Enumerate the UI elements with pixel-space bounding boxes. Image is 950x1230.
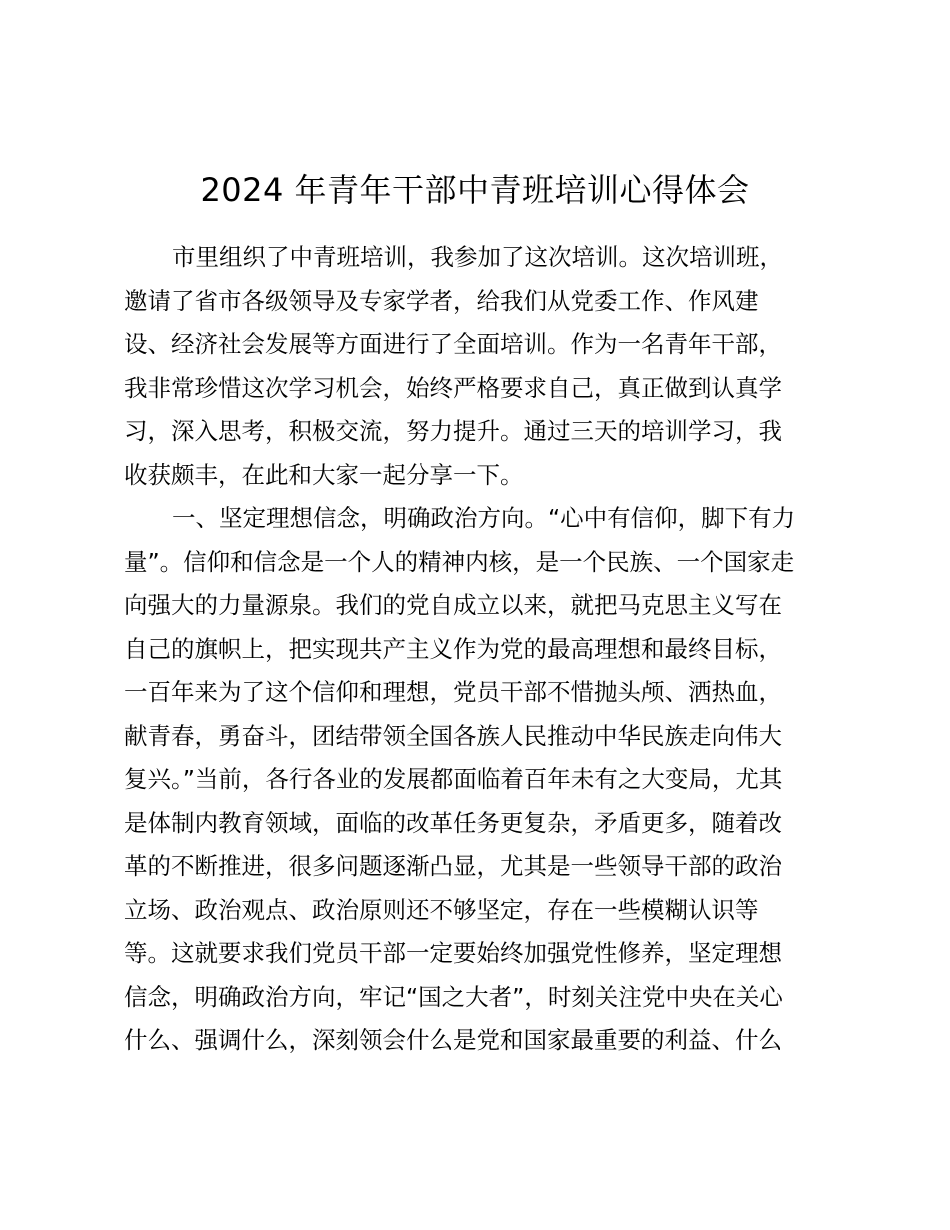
document-title: 2024 年青年干部中青班培训心得体会: [200, 171, 750, 209]
paragraph-line: 等。这就要求我们党员干部一定要始终加强党性修养，坚定理想: [124, 939, 782, 967]
paragraph-line: 收获颇丰，在此和大家一起分享一下。: [124, 460, 524, 489]
paragraph-line: 革的不断推进，很多问题逐渐凸显，尤其是一些领导干部的政治: [124, 852, 782, 880]
paragraph-line: 市里组织了中青班培训，我参加了这次培训。这次培训班，: [172, 243, 783, 271]
paragraph-line: 什么、强调什么，深刻领会什么是党和国家最重要的利益、什么: [124, 1026, 782, 1054]
document-body: [124, 236, 834, 1063]
paragraph-line: 一、坚定理想信念，明确政治方向。“心中有信仰，脚下有力: [172, 504, 796, 532]
paragraph-line: 立场、政治观点、政治原则还不够坚定，存在一些模糊认识等: [124, 895, 759, 924]
paragraph-line: 一百年来为了这个信仰和理想，党员干部不惜抛头颅、洒热血，: [124, 678, 782, 706]
paragraph-line: 自己的旗帜上，把实现共产主义作为党的最高理想和最终目标，: [124, 634, 782, 663]
paragraph-line: 向强大的力量源泉。我们的党自成立以来，就把马克思主义写在: [124, 591, 782, 619]
paragraph-line: 复兴。”当前，各行各业的发展都面临着百年未有之大变局，尤其: [124, 765, 783, 793]
paragraph-line: 献青春，勇奋斗，团结带领全国各族人民推动中华民族走向伟大: [124, 721, 782, 750]
paragraph-line: 信念，明确政治方向，牢记“国之大者”，时刻关注党中央在关心: [124, 982, 783, 1011]
paragraph-line: 量”。信仰和信念是一个人的精神内核，是一个民族、一个国家走: [124, 547, 795, 576]
paragraph-line: 我非常珍惜这次学习机会，始终严格要求自己，真正做到认真学: [124, 373, 782, 402]
paragraph-line: 习，深入思考，积极交流，努力提升。通过三天的培训学习，我: [124, 417, 782, 445]
paragraph-line: 邀请了省市各级领导及专家学者，给我们从党委工作、作风建: [124, 286, 759, 315]
paragraph-line: 是体制内教育领域，面临的改革任务更复杂，矛盾更多，随着改: [124, 808, 782, 837]
paragraph-line: 设、经济社会发展等方面进行了全面培训。作为一名青年干部，: [124, 330, 782, 358]
